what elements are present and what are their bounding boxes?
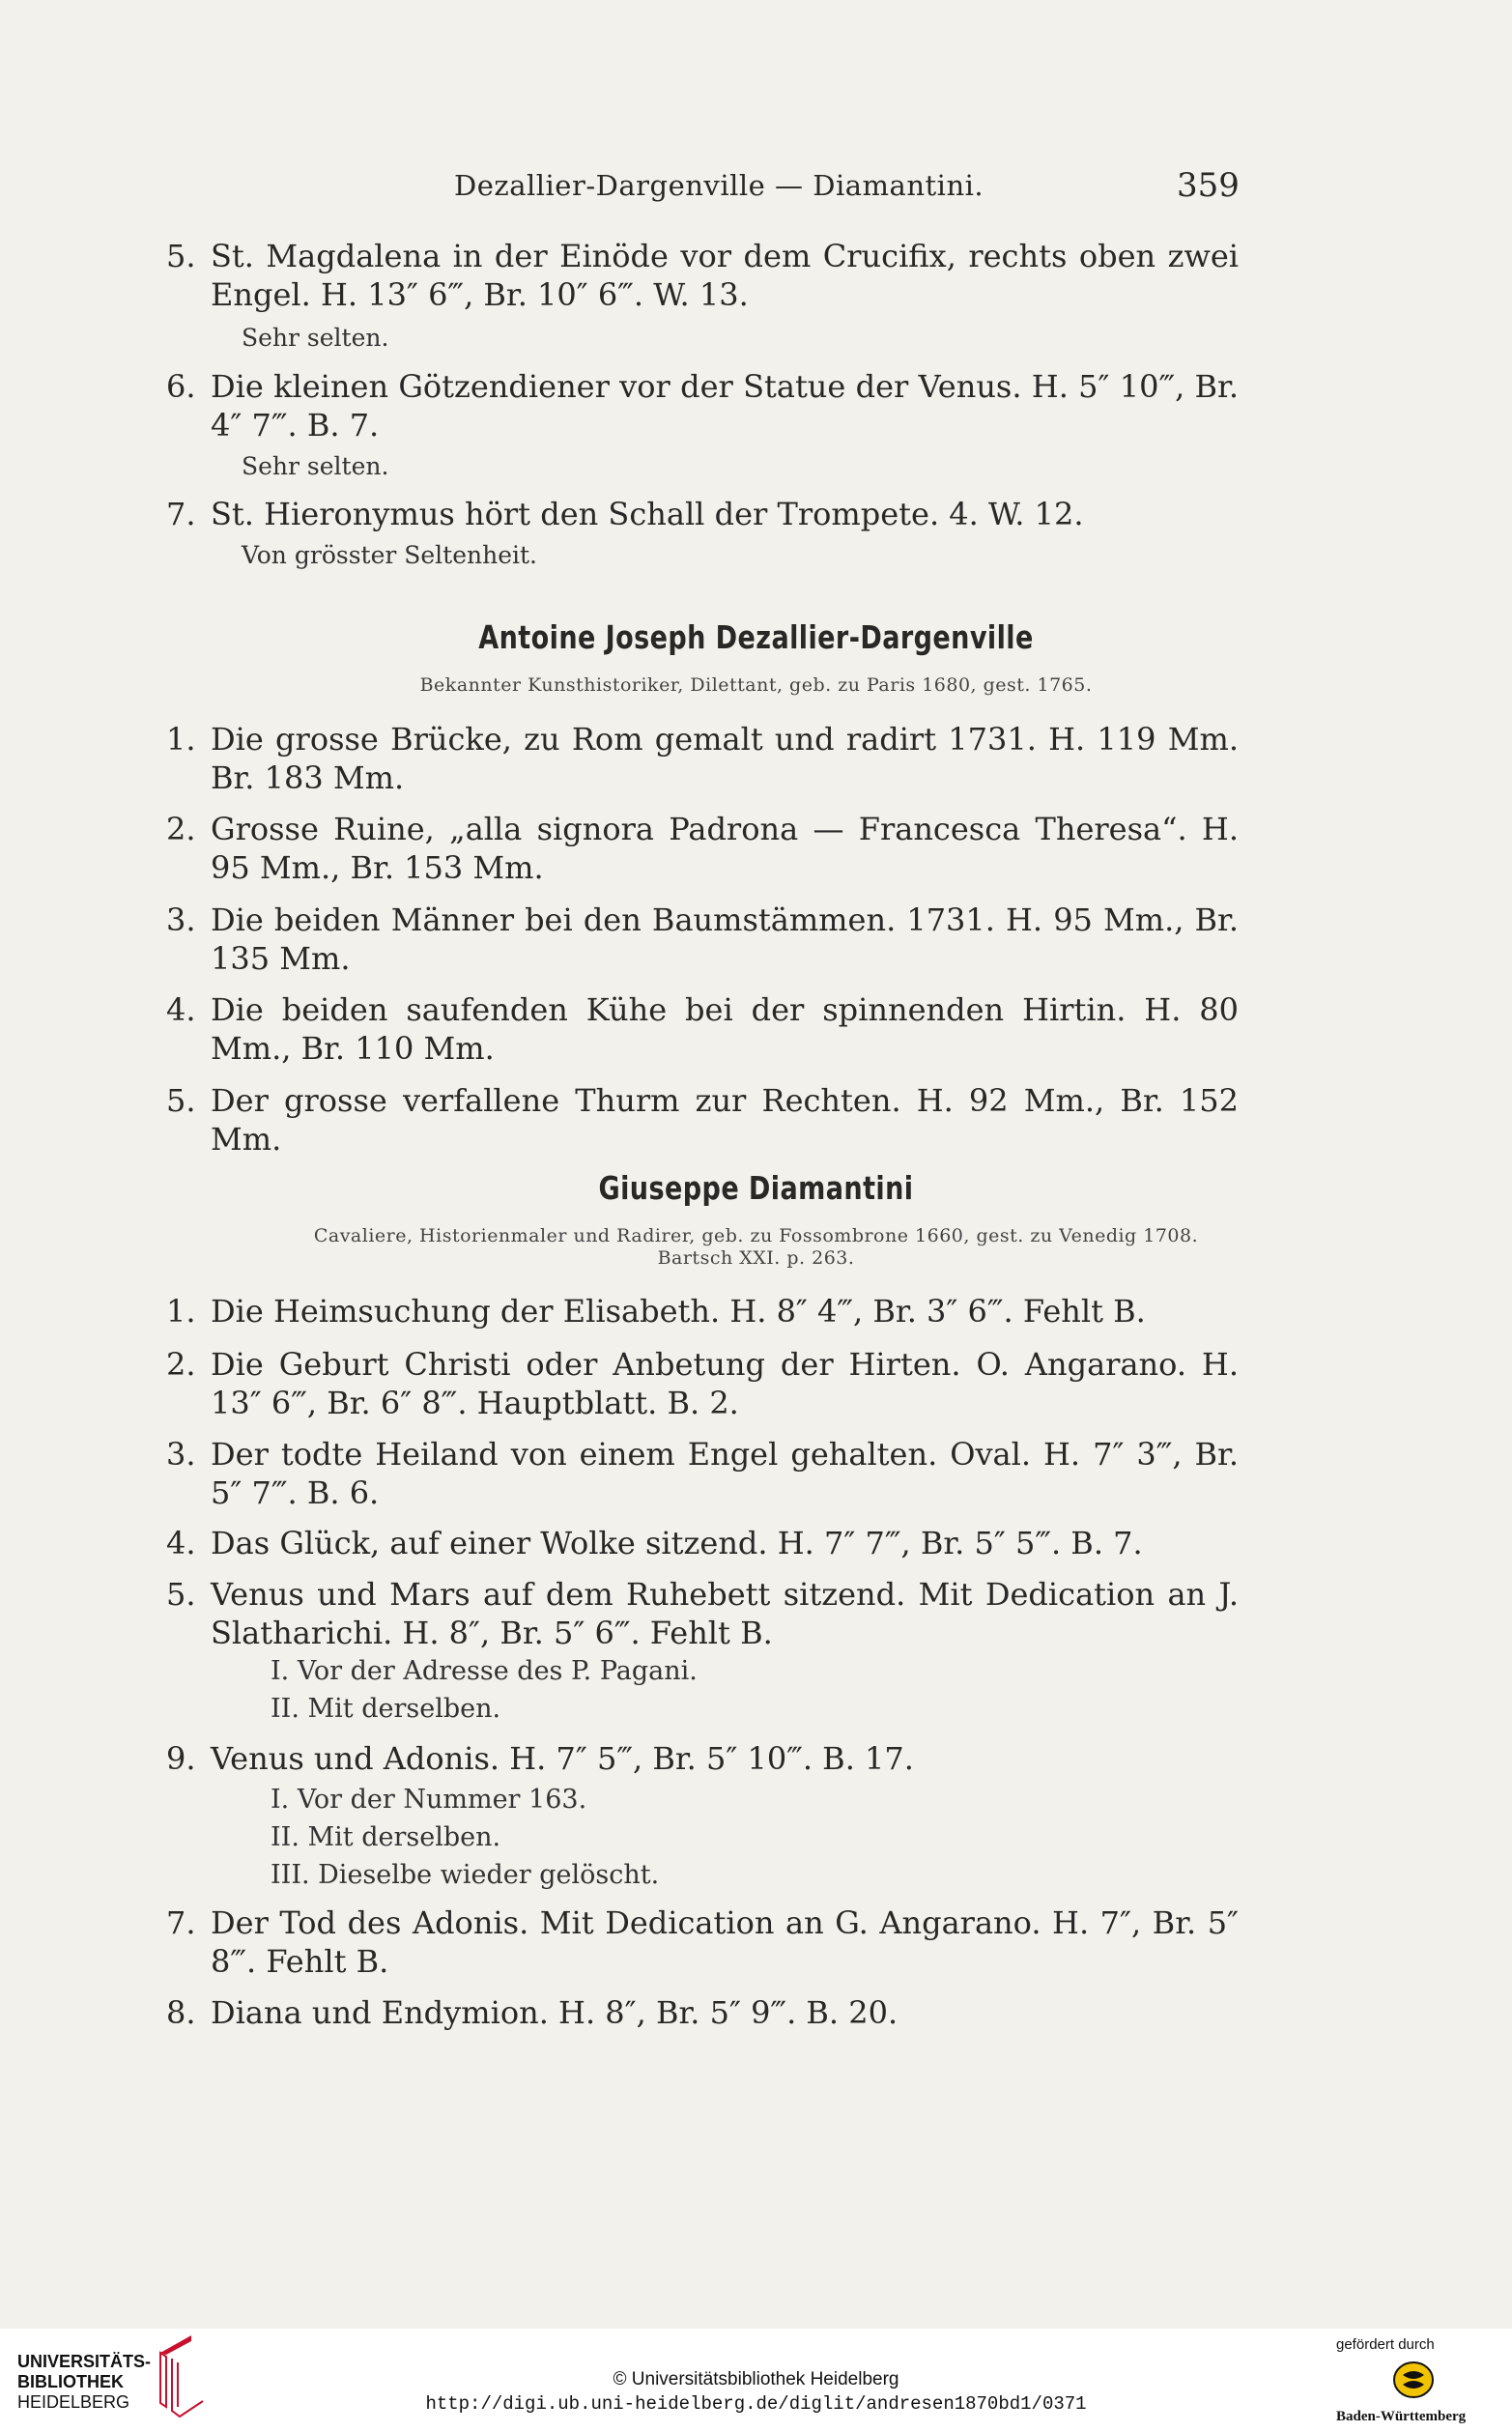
entry-number: 9. bbox=[166, 1740, 196, 1777]
entry-note: Von grösster Seltenheit. bbox=[242, 541, 538, 569]
copyright-text: © Universitätsbibliothek Heidelberg bbox=[613, 2369, 899, 2389]
entry-number: 2. bbox=[166, 1346, 196, 1383]
page-number: 359 bbox=[1177, 166, 1240, 205]
section-title: Giuseppe Diamantini bbox=[598, 1169, 914, 1207]
section-title: Antoine Joseph Dezallier-Dargenville bbox=[478, 618, 1034, 656]
entry-note: Sehr selten. bbox=[242, 452, 389, 480]
list-item bbox=[166, 810, 1239, 887]
entry-text: St. Magdalena in der Einöde vor dem Crucifix, rechts oben zwei Engel. H. 13″ 6‴, Br. 10″ 6‴. W. 13. bbox=[211, 238, 1239, 313]
funded-by-label: gefördert durch bbox=[1336, 2336, 1435, 2353]
entry-number: 6. bbox=[166, 368, 196, 405]
list-item bbox=[166, 990, 1239, 1068]
entry-text: Grosse Ruine, „alla signora Padrona — Francesca Theresa“. H. 95 Mm., Br. 153 Mm. bbox=[211, 811, 1239, 886]
funder-name: Baden-Württemberg bbox=[1336, 2409, 1467, 2424]
section-subtitle: Cavaliere, Historienmaler und Radirer, geb. zu Fossombrone 1660, gest. zu Venedig 1708. bbox=[313, 1225, 1199, 1246]
logo-line: HEIDELBERG bbox=[17, 2392, 130, 2412]
list-item bbox=[166, 237, 1239, 314]
list-item bbox=[166, 1435, 1239, 1512]
entry-text: Das Glück, auf einer Wolke sitzend. H. 7″ 7‴, Br. 5″ 5‴. B. 7. bbox=[211, 1525, 1143, 1561]
list-item bbox=[166, 495, 1239, 533]
list-item bbox=[166, 1345, 1239, 1422]
list-item bbox=[166, 1903, 1239, 1981]
list-item bbox=[166, 1524, 1239, 1562]
entry-text: Der todte Heiland von einem Engel gehalten. Oval. H. 7″ 3‴, Br. 5″ 7‴. B. 6. bbox=[211, 1436, 1239, 1511]
state-note: II. Mit derselben. bbox=[271, 1694, 501, 1724]
list-item bbox=[166, 1739, 1239, 1778]
entry-text: Die Geburt Christi oder Anbetung der Hirten. O. Angarano. H. 13″ 6‴, Br. 6″ 8‴. Hauptblatt. B. 2. bbox=[211, 1346, 1239, 1421]
entry-number: 1. bbox=[166, 721, 196, 758]
state-note: I. Vor der Adresse des P. Pagani. bbox=[271, 1656, 698, 1686]
entry-text: Die Heimsuchung der Elisabeth. H. 8″ 4‴, Br. 3″ 6‴. Fehlt B. bbox=[211, 1293, 1146, 1330]
entry-text: Die kleinen Götzendiener vor der Statue der Venus. H. 5″ 10‴, Br. 4″ 7‴. B. 7. bbox=[211, 368, 1239, 443]
entry-text: Die grosse Brücke, zu Rom gemalt und radirt 1731. H. 119 Mm. Br. 183 Mm. bbox=[211, 721, 1239, 796]
logo-line: BIBLIOTHEK bbox=[17, 2372, 124, 2391]
logo-line: UNIVERSITÄTS- bbox=[17, 2352, 152, 2371]
entry-number: 3. bbox=[166, 1436, 196, 1473]
list-item bbox=[166, 367, 1239, 444]
entry-note: Sehr selten. bbox=[242, 324, 389, 352]
state-note: III. Dieselbe wieder gelöscht. bbox=[271, 1860, 660, 1890]
running-title: Dezallier-Dargenville — Diamantini. bbox=[454, 169, 984, 202]
section-reference: Bartsch XXI. p. 263. bbox=[657, 1247, 855, 1269]
list-item bbox=[166, 901, 1239, 978]
entry-number: 2. bbox=[166, 811, 196, 847]
entry-text: Die beiden Männer bei den Baumstämmen. 1731. H. 95 Mm., Br. 135 Mm. bbox=[211, 901, 1239, 977]
list-item bbox=[166, 1575, 1239, 1652]
entry-number: 4. bbox=[166, 991, 196, 1028]
entry-text: Der grosse verfallene Thurm zur Rechten. H. 92 Mm., Br. 152 Mm. bbox=[211, 1082, 1239, 1158]
entry-text: Venus und Mars auf dem Ruhebett sitzend. Mit Dedication an J. Slatharichi. H. 8″, Br. 5″ 6‴. Fehlt B. bbox=[211, 1576, 1239, 1651]
entry-number: 1. bbox=[166, 1293, 196, 1330]
entry-number: 5. bbox=[166, 238, 196, 274]
entry-text: St. Hieronymus hört den Schall der Trompete. 4. W. 12. bbox=[211, 496, 1084, 532]
state-crest-icon bbox=[1391, 2358, 1436, 2402]
state-note: I. Vor der Nummer 163. bbox=[271, 1785, 587, 1815]
entry-text: Venus und Adonis. H. 7″ 5‴, Br. 5″ 10‴. B. 17. bbox=[211, 1740, 914, 1777]
permalink-url[interactable]: http://digi.ub.uni-heidelberg.de/diglit/andresen1870bd1/0371 bbox=[425, 2393, 1087, 2415]
section-subtitle: Bekannter Kunsthistoriker, Dilettant, geb. zu Paris 1680, gest. 1765. bbox=[419, 674, 1093, 696]
entry-number: 7. bbox=[166, 1904, 196, 1941]
entry-number: 5. bbox=[166, 1082, 196, 1119]
entry-text: Die beiden saufenden Kühe bei der spinnenden Hirtin. H. 80 Mm., Br. 110 Mm. bbox=[211, 991, 1239, 1067]
list-item bbox=[166, 1081, 1239, 1159]
entry-number: 4. bbox=[166, 1525, 196, 1561]
entry-text: Diana und Endymion. H. 8″, Br. 5″ 9‴. B. 20. bbox=[211, 1994, 899, 2031]
entry-number: 7. bbox=[166, 496, 196, 532]
entry-text: Der Tod des Adonis. Mit Dedication an G. Angarano. H. 7″, Br. 5″ 8‴. Fehlt B. bbox=[211, 1904, 1239, 1980]
list-item bbox=[166, 1993, 1239, 2032]
state-note: II. Mit derselben. bbox=[271, 1822, 501, 1852]
entry-number: 8. bbox=[166, 1994, 196, 2031]
entry-number: 3. bbox=[166, 901, 196, 938]
list-item bbox=[166, 1292, 1239, 1330]
entry-number: 5. bbox=[166, 1576, 196, 1613]
list-item bbox=[166, 720, 1239, 797]
